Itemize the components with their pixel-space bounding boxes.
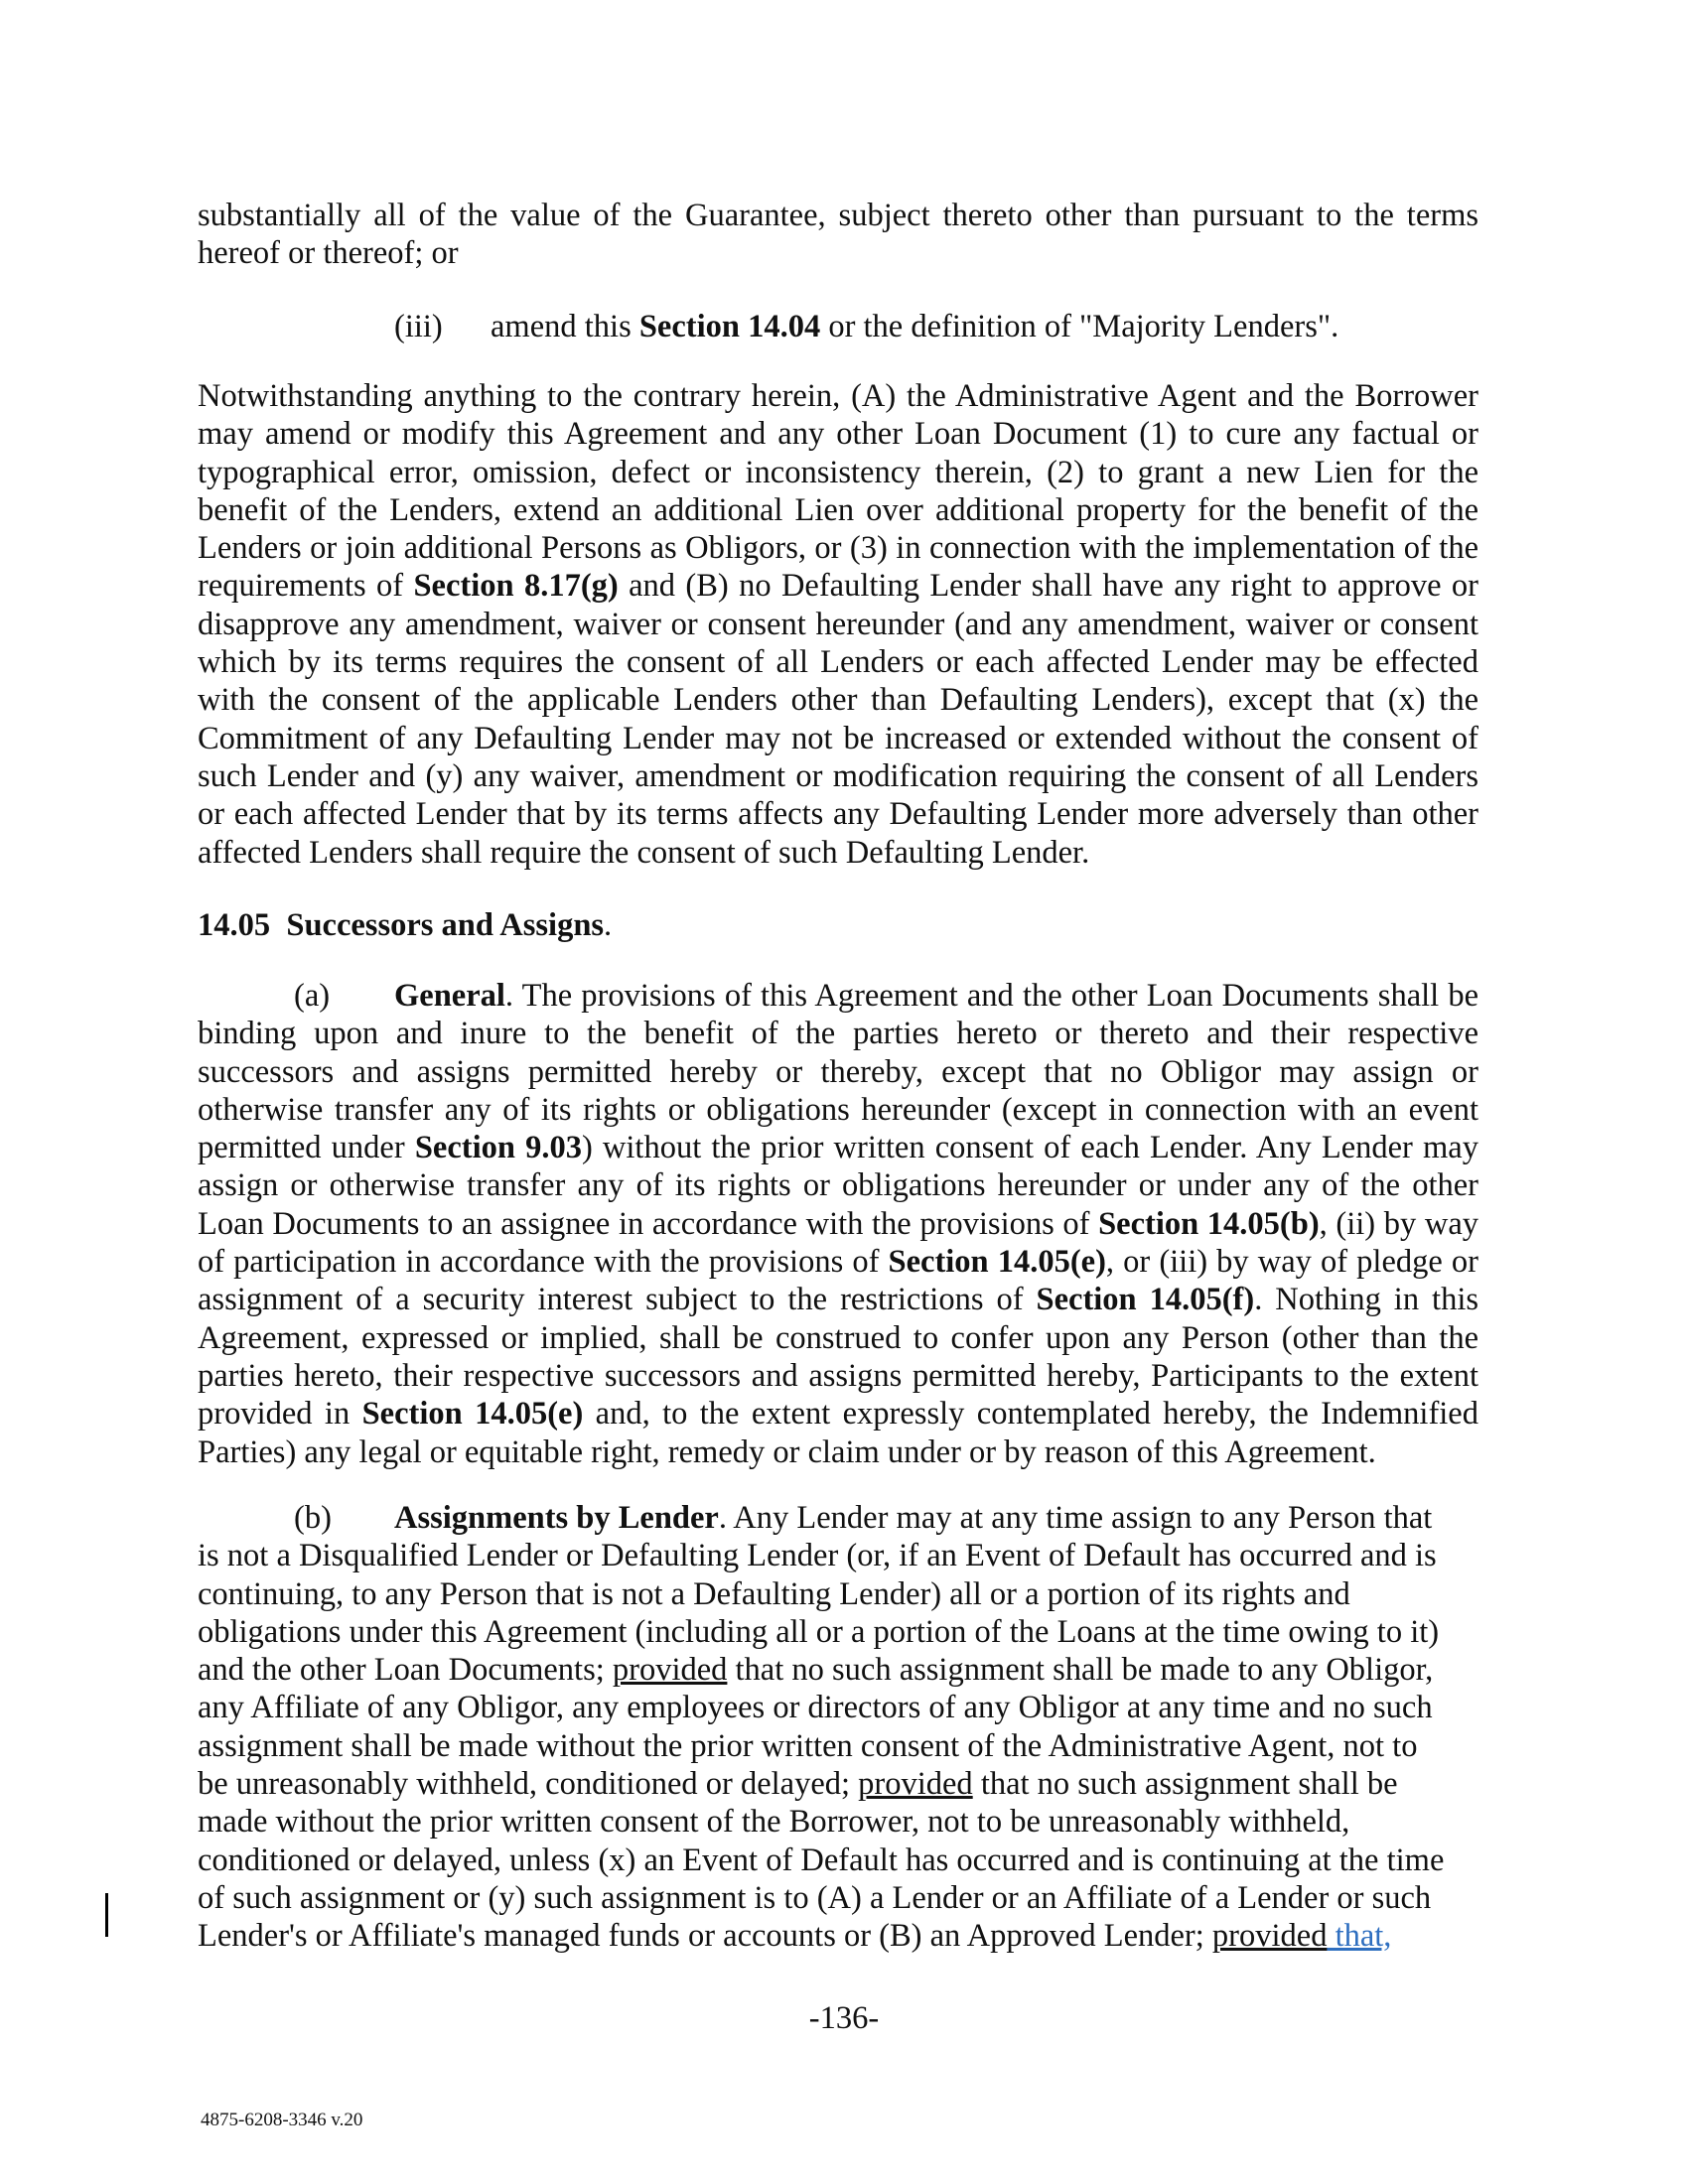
paragraph-b-line-5 <box>198 1651 1459 1689</box>
paragraph-b-line-5-pre: and the other Loan Documents; <box>198 1652 613 1689</box>
section-title-period: . <box>604 907 613 943</box>
document-id: 4875-6208-3346 v.20 <box>201 2110 363 2130</box>
notwithstanding-text-1: Notwithstanding anything to the contrary herein, (A) the Administrative Agent and the Borrower may amend or modify this Agreement and any other Loan Document (1) to cure any factual or typographical error, omission, defect or inconsistency therein, (2) to grant a new Lien for the benefit of the Lenders, extend an additional Lien over additional property for the benefit of the Lenders or join additional Persons as Obligors, or (3) in connection with the implementation of the requirements of <box>198 378 1478 605</box>
provided-term-2: provided <box>858 1766 973 1803</box>
revision-change-bar <box>105 1893 108 1937</box>
item-iii <box>394 308 1387 345</box>
paragraph-b-line-9: made without the prior written consent of the Borrower, not to be unreasonably withheld, <box>198 1804 1350 1841</box>
paragraph-b-line-8-pre: be unreasonably withheld, conditioned or delayed; <box>198 1766 859 1803</box>
paragraph-b-line-1 <box>198 1499 1459 1537</box>
paragraph-b-line-2: is not a Disqualified Lender or Defaulting Lender (or, if an Event of Default has occurred and is <box>198 1538 1437 1574</box>
paragraph-a-ref-5: Section 14.05(e) <box>361 1396 584 1433</box>
paragraph-b-line-8-post: that no such assignment shall be <box>972 1766 1398 1803</box>
paragraph-b-line-10: conditioned or delayed, unless (x) an Event of Default has occurred and is continuing at the time <box>198 1842 1445 1878</box>
section-title: Successors and Assigns <box>286 907 605 943</box>
item-iii-section-ref: Section 14.04 <box>638 309 821 344</box>
paragraph-a-text-5: . Nothing in this Agreement, expressed or implied, shall be construed to confer upon any Person (other than the parties hereto, their respective successors and assigns permitted hereby, Participants to the extent provided in <box>198 1282 1478 1433</box>
inserted-text-revision: that, <box>1327 1918 1392 1955</box>
provided-term-1: provided <box>612 1652 728 1689</box>
carryover-line-2: hereof or thereof; or <box>198 235 459 272</box>
paragraph-b-line-4: obligations under this Agreement (including all or a portion of the Loans at the time owing to it) <box>198 1613 1440 1650</box>
paragraph-b <box>198 1499 1459 1956</box>
paragraph-a-text-4: , or (iii) by way of pledge or assignment of a security interest subject to the restrictions of <box>198 1244 1478 1318</box>
paragraph-a-text-6: and, to the extent expressly contemplated hereby, the Indemnified Parties) any legal or equitable right, remedy or claim under or by reason of this Agreement. <box>198 1396 1478 1470</box>
paragraph-b-line-11: of such assignment or (y) such assignment is to (A) a Lender or an Affiliate of a Lender or such <box>198 1879 1432 1916</box>
carryover-line-1: substantially all of the value of the Guarantee, subject thereto other than pursuant to the terms <box>198 198 1478 233</box>
item-iii-text-post: or the definition of "Majority Lenders". <box>820 309 1339 344</box>
paragraph-b-line-8 <box>198 1765 1459 1803</box>
provided-term-3: provided <box>1211 1918 1328 1955</box>
page-number: -136- <box>808 2000 880 2036</box>
paragraph-b-line-5-post: that no such assignment shall be made to any Obligor, <box>727 1652 1434 1689</box>
paragraph-a-text-1: . The provisions of this Agreement and the other Loan Documents shall be binding upon and inure to the benefit of the parties hereto or thereto and their respective successors and assigns permitted hereby or thereby, except that no Obligor may assign or otherwise transfer any of its rights or obligations hereunder (except in connection with an event permitted under <box>198 978 1478 1166</box>
paragraph-b-line-12 <box>198 1917 1459 1955</box>
notwithstanding-text-2: and (B) no Defaulting Lender shall have any right to approve or disapprove any amendment, waiver or consent hereunder (and any amendment, waiver or consent which by its terms requires the consent of all Lenders or each affected Lender may be effected with the consent of the applicable Lenders other than Defaulting Lenders), except that (x) the Commitment of any Defaulting Lender may not be increased or extended without the consent of such Lender and (y) any waiver, amendment or modification requiring the consent of all Lenders or each affected Lender that by its terms affects any Defaulting Lender more adversely than other affected Lenders shall require the consent of such Defaulting Lender. <box>198 568 1479 871</box>
notwithstanding-paragraph <box>198 377 1478 872</box>
paragraph-a-text-2: ) without the prior written consent of each Lender. Any Lender may assign or otherwise transfer any of its rights or obligations hereunder or under any of the other Loan Documents to an assignee in accordance with the provisions of <box>198 1130 1478 1242</box>
paragraph-a-ref-1: Section 9.03 <box>414 1130 582 1166</box>
paragraph-a-heading: General <box>394 978 505 1014</box>
paragraph-b-label: (b) <box>294 1500 332 1536</box>
paragraph-a-label: (a) <box>294 978 331 1014</box>
paragraph-b-line-7: assignment shall be made without the prior written consent of the Administrative Agent, not to <box>198 1727 1418 1764</box>
item-iii-label: (iii) <box>394 309 443 344</box>
carryover-paragraph <box>198 197 1478 273</box>
paragraph-b-line-3: continuing, to any Person that is not a Defaulting Lender) all or a portion of its rights and <box>198 1575 1350 1612</box>
paragraph-b-heading: Assignments by Lender <box>394 1500 719 1536</box>
item-iii-text-pre: amend this <box>491 309 639 344</box>
section-number: 14.05 <box>198 907 271 943</box>
paragraph-b-text-1: . Any Lender may at any time assign to any Person that <box>718 1500 1433 1536</box>
paragraph-a-ref-3: Section 14.05(e) <box>888 1244 1106 1281</box>
paragraph-a-ref-4: Section 14.05(f) <box>1036 1282 1255 1318</box>
notwithstanding-section-ref: Section 8.17(g) <box>413 568 619 605</box>
section-heading <box>198 906 1478 944</box>
paragraph-a <box>198 977 1478 1471</box>
paragraph-a-ref-2: Section 14.05(b) <box>1098 1205 1320 1242</box>
paragraph-b-line-6: any Affiliate of any Obligor, any employees or directors of any Obligor at any time and no such <box>198 1690 1433 1726</box>
paragraph-b-line-12-pre: Lender's or Affiliate's managed funds or accounts or (B) an Approved Lender; <box>198 1918 1212 1955</box>
paragraph-a-text-3: , (ii) by way of participation in accordance with the provisions of <box>198 1205 1478 1281</box>
